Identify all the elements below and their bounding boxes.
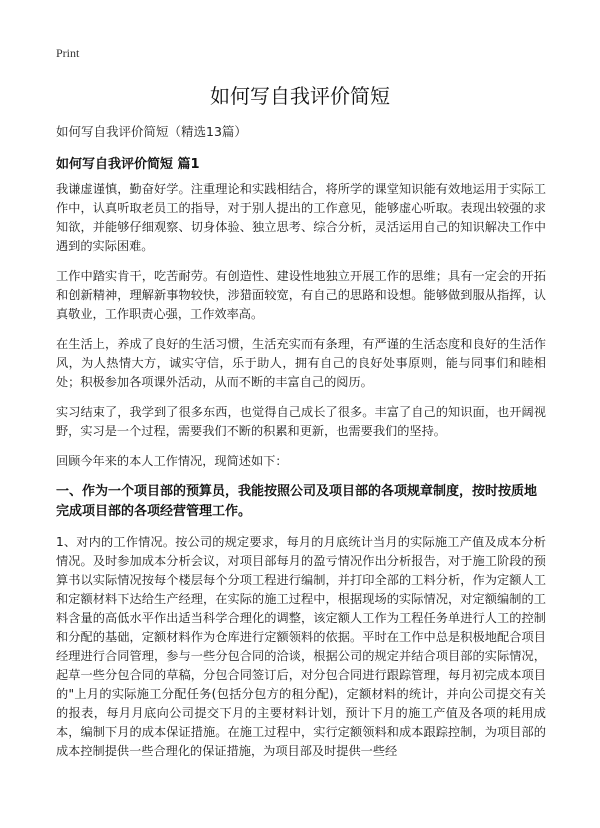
bold-subheading: 一、作为一个项目部的预算员，我能按照公司及项目部的各项规章制度，按时按质地完成项目部的各项经营管理工作。 xyxy=(56,484,538,519)
article-body xyxy=(56,180,546,772)
paragraph-4: 实习结束了，我学到了很多东西，也觉得自己成长了很多。丰富了自己的知识面，也开阔视野，实习是一个过程，需要我们不断的积累和更新，也需要我们的坚持。 xyxy=(56,405,546,438)
paragraph-3: 在生活上，养成了良好的生活习惯，生活充实而有条理，有严谨的生活态度和良好的生活作风，为人热情大方，诚实守信，乐于助人，拥有自己的良好处事原则，能与同事们和睦相处；积极参加各项课外活动，从而不断的丰富自己的阅历。 xyxy=(56,337,546,389)
print-link[interactable]: Print xyxy=(56,46,80,60)
section-heading: 如何写自我评价简短 篇1 xyxy=(56,157,200,172)
paragraph-2: 工作中踏实肯干，吃苦耐劳。有创造性、建设性地独立开展工作的思维；具有一定会的开拓和创新精神，理解新事物较快，涉猎面较宽，有自己的思路和设想。能够做到服从指挥，认真敬业，工作职责心强，工作效率高。 xyxy=(56,269,546,321)
document-title: 如何写自我评价简短 xyxy=(210,84,390,108)
paragraph-5: 回顾今年来的本人工作情况，现简述如下： xyxy=(56,454,288,468)
document-subtitle: 如何写自我评价简短（精选13篇） xyxy=(56,124,247,139)
detail-paragraph: 1、对内的工作情况。按公司的规定要求，每月的月底统计当月的实际施工产值及成本分析情况。及时参加成本分析会议，对项目部每月的盈亏情况作出分析报告，对于施工阶段的预算书以实际情况按每个楼层每个分项工程进行编制，并打印全部的工料分析，作为定额人工和定额材料下达给生产经理，在实际的施工过程中，根据现场的实际情况，对定额编制的工料含量的高低水平作出适当科学合理化的调整，该定额人工作为工程任务单进行人工的控制和分配的基础，定额材料作为仓库进行定额领料的依据。平时在工作中总是积极地配合项目经理进行合同管理，参与一些分包合同的洽谈，根据公司的规定并结合项目部的实际情况，起草一些分包合同的草稿，分包合同签订后，对分包合同进行跟踪管理，每月初完成本项目的"上月的实际施工分配任务(包括分包方的租分配)，定额材料的统计，并向公司提交有关的报表，每月月底向公司提交下月的主要材料计划，预计下月的施工产值及各项的耗用成本，编制下月的成本保证措施。在施工过程中，实行定额领料和成本跟踪控制，为项目部的成本控制提供一些合理化的保证措施，为项目部及时提供一些经 xyxy=(56,535,546,758)
paragraph-1: 我谦虚谨慎，勤奋好学。注重理论和实践相结合，将所学的课堂知识能有效地运用于实际工作中，认真听取老员工的指导，对于别人提出的工作意见，能够虚心听取。表现出较强的求知欲，并能够仔细观察、切身体验、独立思考、综合分析，灵活运用自己的知识解决工作中遇到的实际困难。 xyxy=(56,182,546,253)
